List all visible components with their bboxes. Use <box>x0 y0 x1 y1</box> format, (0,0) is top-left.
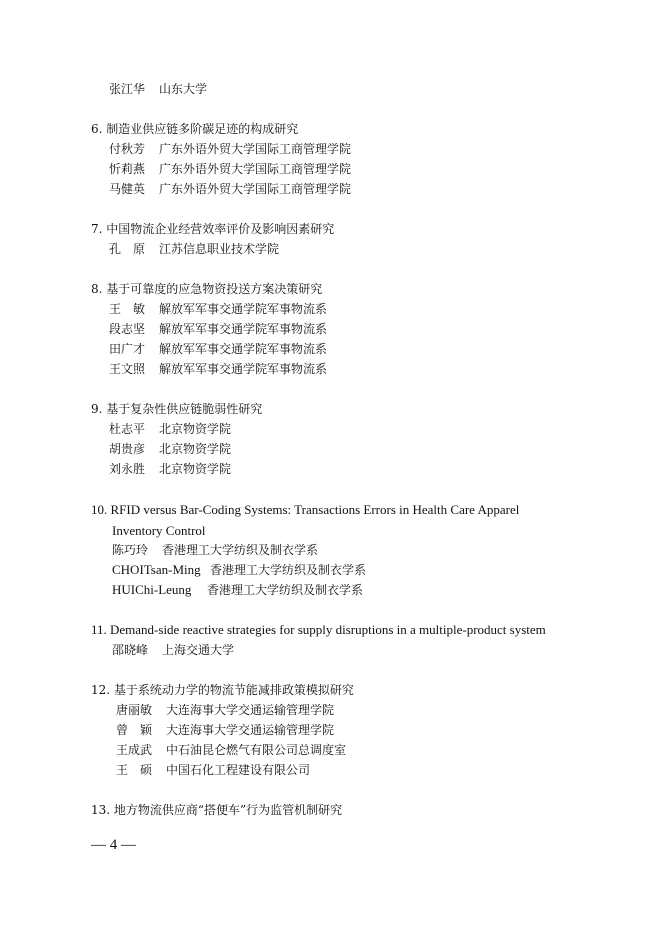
author-affiliation: 山东大学 <box>159 82 208 96</box>
author-line <box>116 740 346 760</box>
author-affiliation: 大连海事大学交通运输管理学院 <box>166 703 335 717</box>
author-name: 马健英 <box>109 182 146 196</box>
author-name: 忻莉燕 <box>109 162 146 176</box>
author-affiliation: 上海交通大学 <box>162 643 235 657</box>
author-name: 段志坚 <box>109 322 146 336</box>
author-affiliation: 解放军军事交通学院军事物流系 <box>159 362 328 376</box>
author-name: 邵晓峰 <box>112 643 149 657</box>
author-name: 胡贵彦 <box>109 442 146 456</box>
author-name: 刘永胜 <box>109 462 146 476</box>
author-line <box>109 459 231 479</box>
author-line <box>109 79 207 99</box>
author-name: CHOITsan-Ming <box>112 562 201 577</box>
author-line <box>116 700 334 720</box>
author-affiliation: 香港理工大学纺织及制衣学系 <box>207 583 364 597</box>
paper-title: 13. 地方物流供应商“搭便车”行为监管机制研究 <box>91 803 343 817</box>
paper-title: 11. Demand-side reactive strategies for supply disruptions in a multiple-product system <box>91 622 546 637</box>
author-affiliation: 北京物资学院 <box>159 462 232 476</box>
author-affiliation: 江苏信息职业技术学院 <box>159 242 280 256</box>
author-name: 王 敏 <box>109 302 146 316</box>
author-affiliation: 中国石化工程建设有限公司 <box>166 763 311 777</box>
author-affiliation: 香港理工大学纺织及制衣学系 <box>210 563 367 577</box>
paper-title: 10. RFID versus Bar-Coding Systems: Transactions Errors in Health Care Apparel <box>91 502 520 517</box>
author-line <box>112 640 234 660</box>
author-affiliation: 解放军军事交通学院军事物流系 <box>159 342 328 356</box>
author-name: 付秋芳 <box>109 142 146 156</box>
author-line <box>112 560 366 580</box>
author-affiliation: 解放军军事交通学院军事物流系 <box>159 302 328 316</box>
author-line <box>109 179 351 199</box>
author-name: 王成武 <box>116 743 153 757</box>
author-line <box>109 239 279 259</box>
paper-title: 7. 中国物流企业经营效率评价及影响因素研究 <box>91 222 335 236</box>
author-affiliation: 香港理工大学纺织及制衣学系 <box>162 543 319 557</box>
author-affiliation: 北京物资学院 <box>159 422 232 436</box>
author-name: 王 硕 <box>116 763 153 777</box>
author-affiliation: 解放军军事交通学院军事物流系 <box>159 322 328 336</box>
author-line <box>116 720 334 740</box>
author-affiliation: 广东外语外贸大学国际工商管理学院 <box>159 162 352 176</box>
author-line <box>109 299 327 319</box>
author-name: 曾 颖 <box>116 723 153 737</box>
author-name: HUIChi-Leung <box>112 582 192 597</box>
paper-title-continued: Inventory Control <box>112 523 206 538</box>
author-affiliation: 中石油昆仑燃气有限公司总调度室 <box>166 743 347 757</box>
author-name: 陈巧玲 <box>112 543 149 557</box>
paper-title: 6. 制造业供应链多阶碳足迹的构成研究 <box>91 122 299 136</box>
author-line <box>109 439 231 459</box>
author-line <box>112 540 318 560</box>
author-name: 田广才 <box>109 342 146 356</box>
author-affiliation: 广东外语外贸大学国际工商管理学院 <box>159 142 352 156</box>
paper-title: 9. 基于复杂性供应链脆弱性研究 <box>91 402 263 416</box>
author-line <box>109 419 231 439</box>
author-line <box>116 760 310 780</box>
author-name: 孔 原 <box>109 242 146 256</box>
author-affiliation: 北京物资学院 <box>159 442 232 456</box>
author-line <box>109 319 327 339</box>
author-name: 王文照 <box>109 362 146 376</box>
page-number: — 4 — <box>91 837 136 853</box>
author-affiliation: 广东外语外贸大学国际工商管理学院 <box>159 182 352 196</box>
author-affiliation: 大连海事大学交通运输管理学院 <box>166 723 335 737</box>
author-line <box>112 580 363 600</box>
paper-title: 8. 基于可靠度的应急物资投送方案决策研究 <box>91 282 323 296</box>
author-line <box>109 139 351 159</box>
author-name: 杜志平 <box>109 422 146 436</box>
author-line <box>109 339 327 359</box>
author-line <box>109 359 327 379</box>
author-line <box>109 159 351 179</box>
paper-title: 12. 基于系统动力学的物流节能减排政策模拟研究 <box>91 683 354 697</box>
author-name: 唐丽敏 <box>116 703 153 717</box>
author-name: 张江华 <box>109 82 146 96</box>
